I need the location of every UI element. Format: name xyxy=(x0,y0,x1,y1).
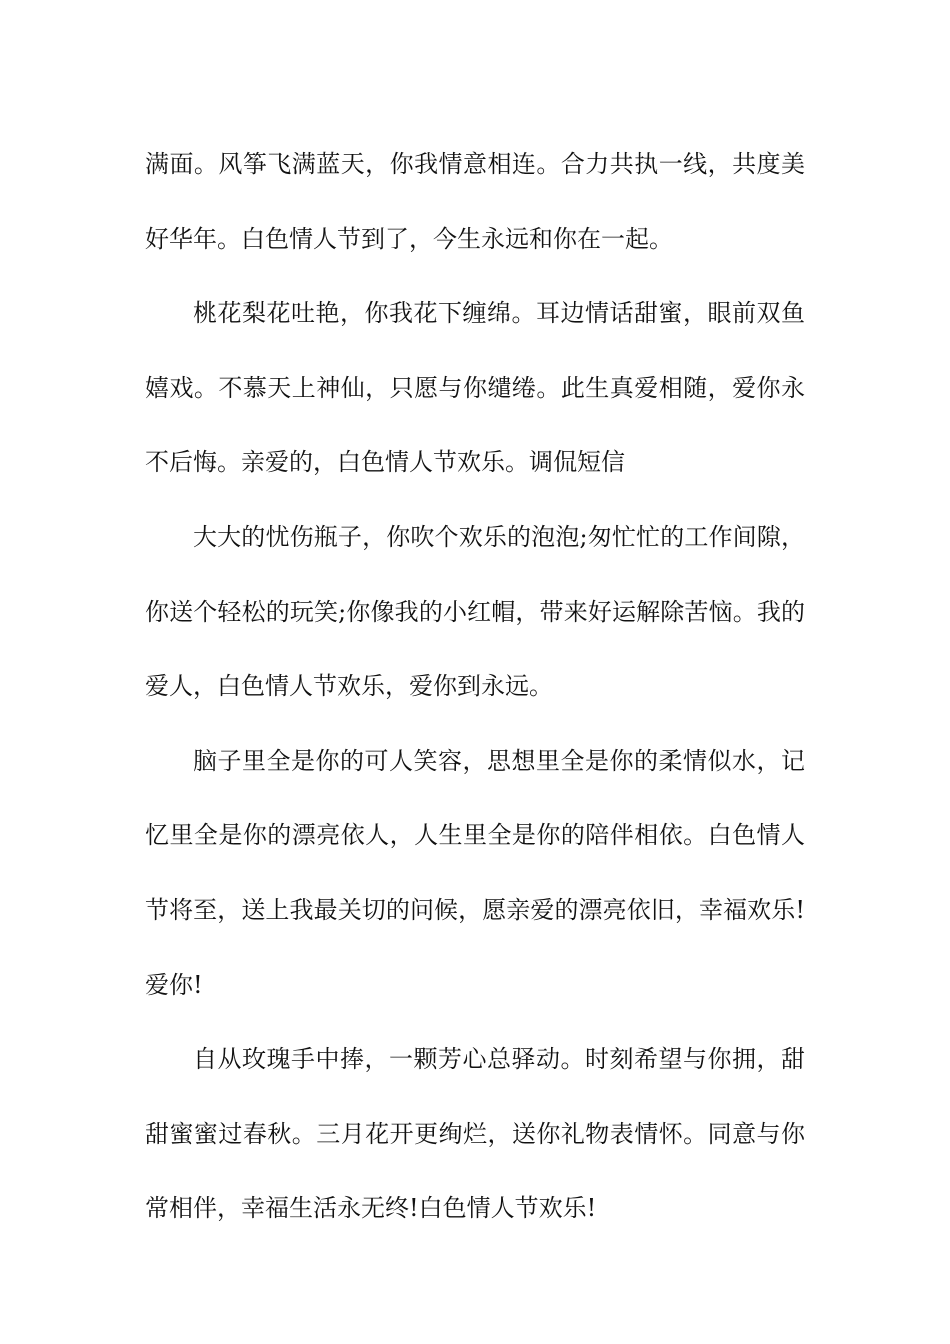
paragraph-2: 桃花梨花吐艳，你我花下缠绵。耳边情话甜蜜，眼前双鱼嬉戏。不慕天上神仙，只愿与你缱绻。此生真爱相随，爱你永不后悔。亲爱的，白色情人节欢乐。调侃短信 xyxy=(145,299,805,477)
document-body xyxy=(145,127,805,1246)
paragraph-3: 大大的忧伤瓶子，你吹个欢乐的泡泡;匆忙忙的工作间隙，你送个轻松的玩笑;你像我的小红帽，带来好运解除苦恼。我的爱人，白色情人节欢乐，爱你到永远。 xyxy=(145,522,805,701)
paragraph-1: 满面。风筝飞满蓝天，你我情意相连。合力共执一线，共度美好华年。白色情人节到了，今生永远和你在一起。 xyxy=(145,150,805,253)
paragraph-5: 自从玫瑰手中捧，一颗芳心总驿动。时刻希望与你拥，甜甜蜜蜜过春秋。三月花开更绚烂，送你礼物表情怀。同意与你常相伴，幸福生活永无终!白色情人节欢乐! xyxy=(145,1045,805,1223)
paragraph-4: 脑子里全是你的可人笑容，思想里全是你的柔情似水，记忆里全是你的漂亮依人，人生里全是你的陪伴相依。白色情人节将至，送上我最关切的问候，愿亲爱的漂亮依旧，幸福欢乐!爱你! xyxy=(145,746,805,999)
